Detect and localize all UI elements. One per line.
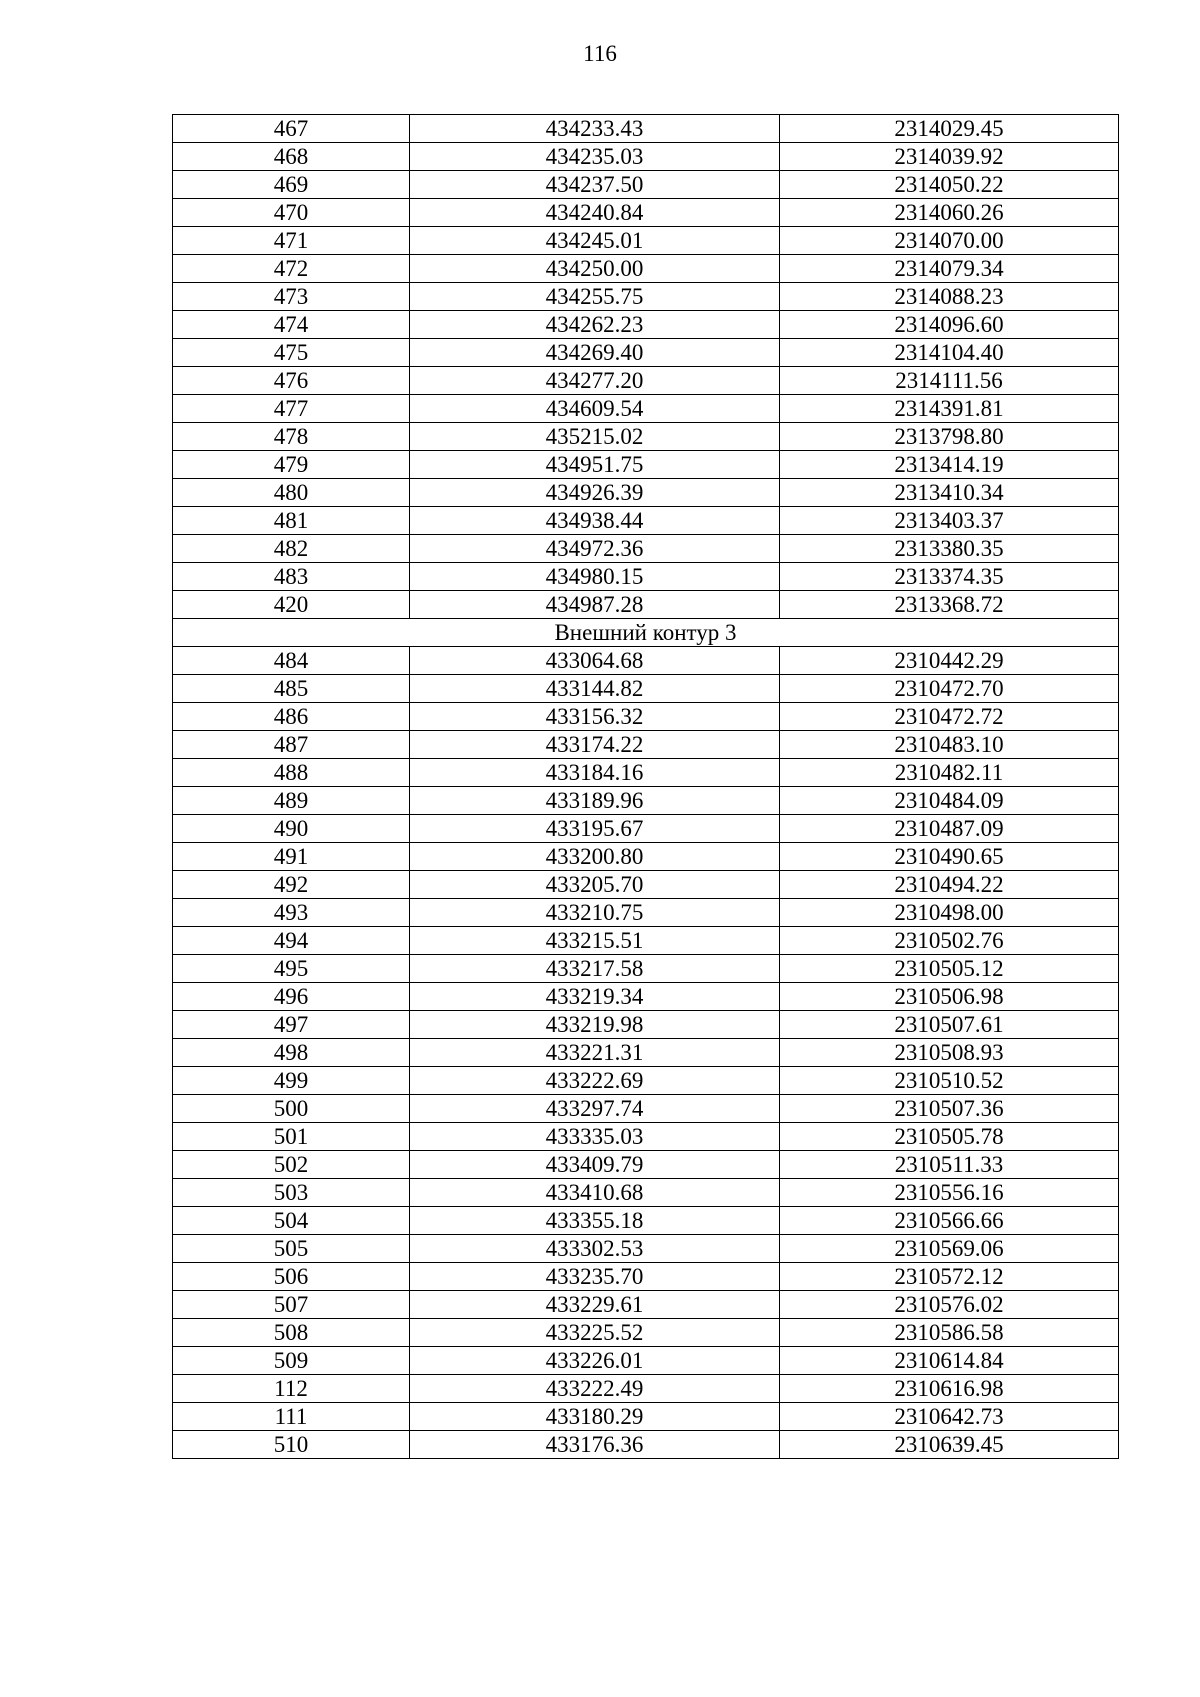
- y-coordinate-cell: 2310569.06: [780, 1235, 1119, 1263]
- y-coordinate-cell: 2310494.22: [780, 871, 1119, 899]
- x-coordinate-cell: 434269.40: [410, 339, 780, 367]
- table-row: [173, 395, 1119, 423]
- point-number-cell: 467: [173, 115, 410, 143]
- y-coordinate-cell: 2310487.09: [780, 815, 1119, 843]
- y-coordinate-cell: 2314039.92: [780, 143, 1119, 171]
- coordinates-table: [172, 114, 1119, 1459]
- table-row: [173, 563, 1119, 591]
- x-coordinate-cell: 434277.20: [410, 367, 780, 395]
- point-number-cell: 493: [173, 899, 410, 927]
- x-coordinate-cell: 433144.82: [410, 675, 780, 703]
- y-coordinate-cell: 2314088.23: [780, 283, 1119, 311]
- x-coordinate-cell: 433222.49: [410, 1375, 780, 1403]
- x-coordinate-cell: 434972.36: [410, 535, 780, 563]
- table-row: [173, 731, 1119, 759]
- y-coordinate-cell: 2313380.35: [780, 535, 1119, 563]
- x-coordinate-cell: 434233.43: [410, 115, 780, 143]
- point-number-cell: 473: [173, 283, 410, 311]
- point-number-cell: 505: [173, 1235, 410, 1263]
- y-coordinate-cell: 2310616.98: [780, 1375, 1119, 1403]
- x-coordinate-cell: 433302.53: [410, 1235, 780, 1263]
- table-row: [173, 451, 1119, 479]
- x-coordinate-cell: 433195.67: [410, 815, 780, 843]
- point-number-cell: 479: [173, 451, 410, 479]
- table-row: [173, 1151, 1119, 1179]
- table-row: [173, 1291, 1119, 1319]
- point-number-cell: 471: [173, 227, 410, 255]
- point-number-cell: 490: [173, 815, 410, 843]
- point-number-cell: 476: [173, 367, 410, 395]
- point-number-cell: 498: [173, 1039, 410, 1067]
- point-number-cell: 112: [173, 1375, 410, 1403]
- x-coordinate-cell: 434609.54: [410, 395, 780, 423]
- point-number-cell: 510: [173, 1431, 410, 1459]
- y-coordinate-cell: 2310566.66: [780, 1207, 1119, 1235]
- point-number-cell: 470: [173, 199, 410, 227]
- point-number-cell: 481: [173, 507, 410, 535]
- table-row: [173, 899, 1119, 927]
- coordinates-table-body: [173, 115, 1119, 1459]
- table-row: [173, 591, 1119, 619]
- table-row: [173, 1039, 1119, 1067]
- x-coordinate-cell: 433222.69: [410, 1067, 780, 1095]
- x-coordinate-cell: 433217.58: [410, 955, 780, 983]
- point-number-cell: 508: [173, 1319, 410, 1347]
- x-coordinate-cell: 434987.28: [410, 591, 780, 619]
- x-coordinate-cell: 433226.01: [410, 1347, 780, 1375]
- point-number-cell: 497: [173, 1011, 410, 1039]
- point-number-cell: 482: [173, 535, 410, 563]
- table-row: [173, 1123, 1119, 1151]
- x-coordinate-cell: 434980.15: [410, 563, 780, 591]
- x-coordinate-cell: 433235.70: [410, 1263, 780, 1291]
- y-coordinate-cell: 2310484.09: [780, 787, 1119, 815]
- y-coordinate-cell: 2310507.36: [780, 1095, 1119, 1123]
- y-coordinate-cell: 2310511.33: [780, 1151, 1119, 1179]
- point-number-cell: 489: [173, 787, 410, 815]
- table-row: [173, 227, 1119, 255]
- y-coordinate-cell: 2310510.52: [780, 1067, 1119, 1095]
- x-coordinate-cell: 434255.75: [410, 283, 780, 311]
- x-coordinate-cell: 433410.68: [410, 1179, 780, 1207]
- y-coordinate-cell: 2313403.37: [780, 507, 1119, 535]
- point-number-cell: 504: [173, 1207, 410, 1235]
- x-coordinate-cell: 433335.03: [410, 1123, 780, 1151]
- x-coordinate-cell: 434262.23: [410, 311, 780, 339]
- point-number-cell: 485: [173, 675, 410, 703]
- x-coordinate-cell: 433221.31: [410, 1039, 780, 1067]
- table-row: [173, 535, 1119, 563]
- point-number-cell: 469: [173, 171, 410, 199]
- y-coordinate-cell: 2313414.19: [780, 451, 1119, 479]
- y-coordinate-cell: 2310639.45: [780, 1431, 1119, 1459]
- y-coordinate-cell: 2310505.78: [780, 1123, 1119, 1151]
- table-row: [173, 1319, 1119, 1347]
- x-coordinate-cell: 434235.03: [410, 143, 780, 171]
- table-row: [173, 1067, 1119, 1095]
- table-row: [173, 367, 1119, 395]
- point-number-cell: 491: [173, 843, 410, 871]
- y-coordinate-cell: 2310556.16: [780, 1179, 1119, 1207]
- y-coordinate-cell: 2310472.70: [780, 675, 1119, 703]
- point-number-cell: 477: [173, 395, 410, 423]
- point-number-cell: 486: [173, 703, 410, 731]
- x-coordinate-cell: 433174.22: [410, 731, 780, 759]
- page-number: 116: [583, 41, 617, 66]
- point-number-cell: 494: [173, 927, 410, 955]
- table-row: [173, 955, 1119, 983]
- point-number-cell: 474: [173, 311, 410, 339]
- x-coordinate-cell: 434240.84: [410, 199, 780, 227]
- x-coordinate-cell: 434926.39: [410, 479, 780, 507]
- point-number-cell: 502: [173, 1151, 410, 1179]
- point-number-cell: 488: [173, 759, 410, 787]
- y-coordinate-cell: 2314070.00: [780, 227, 1119, 255]
- point-number-cell: 111: [173, 1403, 410, 1431]
- point-number-cell: 484: [173, 647, 410, 675]
- point-number-cell: 503: [173, 1179, 410, 1207]
- y-coordinate-cell: 2310576.02: [780, 1291, 1119, 1319]
- table-row: [173, 423, 1119, 451]
- table-row: [173, 983, 1119, 1011]
- table-row: [173, 1431, 1119, 1459]
- y-coordinate-cell: 2310442.29: [780, 647, 1119, 675]
- table-row: [173, 199, 1119, 227]
- y-coordinate-cell: 2310505.12: [780, 955, 1119, 983]
- x-coordinate-cell: 433219.98: [410, 1011, 780, 1039]
- section-header-label: Внешний контур 3: [173, 619, 1119, 647]
- table-row: [173, 311, 1119, 339]
- y-coordinate-cell: 2310586.58: [780, 1319, 1119, 1347]
- x-coordinate-cell: 434245.01: [410, 227, 780, 255]
- table-row: [173, 1011, 1119, 1039]
- table-row: [173, 339, 1119, 367]
- y-coordinate-cell: 2310483.10: [780, 731, 1119, 759]
- point-number-cell: 499: [173, 1067, 410, 1095]
- y-coordinate-cell: 2310502.76: [780, 927, 1119, 955]
- x-coordinate-cell: 433210.75: [410, 899, 780, 927]
- point-number-cell: 506: [173, 1263, 410, 1291]
- table-row: [173, 479, 1119, 507]
- x-coordinate-cell: 433355.18: [410, 1207, 780, 1235]
- table-row: [173, 647, 1119, 675]
- y-coordinate-cell: 2314079.34: [780, 255, 1119, 283]
- y-coordinate-cell: 2313410.34: [780, 479, 1119, 507]
- point-number-cell: 509: [173, 1347, 410, 1375]
- x-coordinate-cell: 433156.32: [410, 703, 780, 731]
- x-coordinate-cell: 434237.50: [410, 171, 780, 199]
- point-number-cell: 472: [173, 255, 410, 283]
- x-coordinate-cell: 433176.36: [410, 1431, 780, 1459]
- x-coordinate-cell: 434951.75: [410, 451, 780, 479]
- point-number-cell: 492: [173, 871, 410, 899]
- table-row: [173, 255, 1119, 283]
- table-row: [173, 675, 1119, 703]
- table-row: [173, 507, 1119, 535]
- section-header-row: [173, 619, 1119, 647]
- y-coordinate-cell: 2310482.11: [780, 759, 1119, 787]
- x-coordinate-cell: 433205.70: [410, 871, 780, 899]
- point-number-cell: 468: [173, 143, 410, 171]
- y-coordinate-cell: 2314029.45: [780, 115, 1119, 143]
- y-coordinate-cell: 2310490.65: [780, 843, 1119, 871]
- y-coordinate-cell: 2310572.12: [780, 1263, 1119, 1291]
- table-row: [173, 815, 1119, 843]
- table-row: [173, 1179, 1119, 1207]
- table-row: [173, 703, 1119, 731]
- x-coordinate-cell: 433219.34: [410, 983, 780, 1011]
- x-coordinate-cell: 434250.00: [410, 255, 780, 283]
- point-number-cell: 478: [173, 423, 410, 451]
- table-row: [173, 115, 1119, 143]
- x-coordinate-cell: 435215.02: [410, 423, 780, 451]
- x-coordinate-cell: 433229.61: [410, 1291, 780, 1319]
- y-coordinate-cell: 2310508.93: [780, 1039, 1119, 1067]
- y-coordinate-cell: 2314111.56: [780, 367, 1119, 395]
- y-coordinate-cell: 2314096.60: [780, 311, 1119, 339]
- point-number-cell: 507: [173, 1291, 410, 1319]
- table-row: [173, 787, 1119, 815]
- table-row: [173, 1403, 1119, 1431]
- table-row: [173, 927, 1119, 955]
- y-coordinate-cell: 2310642.73: [780, 1403, 1119, 1431]
- point-number-cell: 475: [173, 339, 410, 367]
- y-coordinate-cell: 2310472.72: [780, 703, 1119, 731]
- point-number-cell: 480: [173, 479, 410, 507]
- table-row: [173, 171, 1119, 199]
- x-coordinate-cell: 433225.52: [410, 1319, 780, 1347]
- y-coordinate-cell: 2313798.80: [780, 423, 1119, 451]
- table-row: [173, 1235, 1119, 1263]
- x-coordinate-cell: 433409.79: [410, 1151, 780, 1179]
- table-row: [173, 843, 1119, 871]
- table-row: [173, 1095, 1119, 1123]
- table-row: [173, 283, 1119, 311]
- y-coordinate-cell: 2313368.72: [780, 591, 1119, 619]
- point-number-cell: 483: [173, 563, 410, 591]
- y-coordinate-cell: 2314104.40: [780, 339, 1119, 367]
- x-coordinate-cell: 433180.29: [410, 1403, 780, 1431]
- x-coordinate-cell: 433200.80: [410, 843, 780, 871]
- x-coordinate-cell: 433215.51: [410, 927, 780, 955]
- table-row: [173, 143, 1119, 171]
- y-coordinate-cell: 2314391.81: [780, 395, 1119, 423]
- point-number-cell: 501: [173, 1123, 410, 1151]
- table-row: [173, 1263, 1119, 1291]
- y-coordinate-cell: 2310614.84: [780, 1347, 1119, 1375]
- x-coordinate-cell: 433297.74: [410, 1095, 780, 1123]
- point-number-cell: 500: [173, 1095, 410, 1123]
- table-row: [173, 1207, 1119, 1235]
- y-coordinate-cell: 2314060.26: [780, 199, 1119, 227]
- y-coordinate-cell: 2310498.00: [780, 899, 1119, 927]
- x-coordinate-cell: 434938.44: [410, 507, 780, 535]
- table-row: [173, 1375, 1119, 1403]
- table-row: [173, 759, 1119, 787]
- point-number-cell: 420: [173, 591, 410, 619]
- point-number-cell: 495: [173, 955, 410, 983]
- y-coordinate-cell: 2313374.35: [780, 563, 1119, 591]
- x-coordinate-cell: 433184.16: [410, 759, 780, 787]
- point-number-cell: 496: [173, 983, 410, 1011]
- y-coordinate-cell: 2314050.22: [780, 171, 1119, 199]
- table-row: [173, 1347, 1119, 1375]
- y-coordinate-cell: 2310507.61: [780, 1011, 1119, 1039]
- x-coordinate-cell: 433064.68: [410, 647, 780, 675]
- y-coordinate-cell: 2310506.98: [780, 983, 1119, 1011]
- x-coordinate-cell: 433189.96: [410, 787, 780, 815]
- point-number-cell: 487: [173, 731, 410, 759]
- table-row: [173, 871, 1119, 899]
